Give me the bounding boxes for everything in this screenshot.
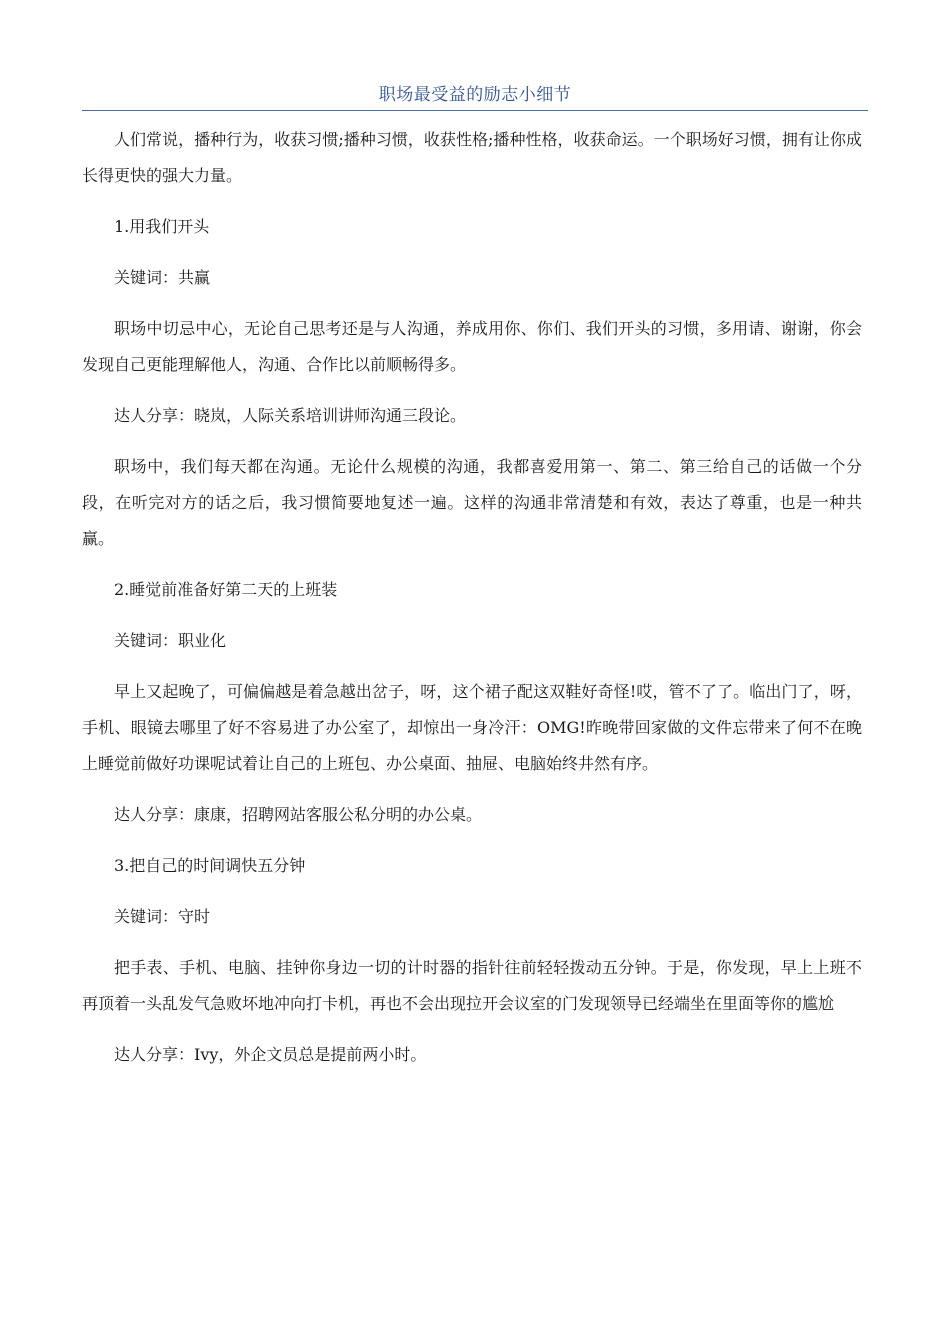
page-header [82,80,868,111]
section-heading-1: 1.用我们开头 [114,217,210,236]
section-heading-2: 2.睡觉前准备好第二天的上班装 [114,580,338,599]
body-paragraph: 职场中，我们每天都在沟通。无论什么规模的沟通，我都喜爱用第一、第二、第三给自己的话做一个分段，在听完对方的话之后，我习惯简要地复述一遍。这样的沟通非常清楚和有效，表达了尊重，也是一种共赢。 [82,457,862,548]
document-title: 职场最受益的励志小细节 [378,85,572,105]
keyword-line-3: 关键词：守时 [114,907,211,926]
body-paragraph: 职场中切忌中心，无论自己思考还是与人沟通，养成用你、你们、我们开头的习惯，多用请、谢谢，你会发现自己更能理解他人，沟通、合作比以前顺畅得多。 [82,319,862,374]
intro-paragraph: 人们常说，播种行为，收获习惯;播种习惯，收获性格;播种性格，收获命运。一个职场好习惯，拥有让你成长得更快的强大力量。 [82,130,862,185]
expert-share-2: 达人分享：康康，招聘网站客服公私分明的办公桌。 [114,805,483,824]
expert-share-1: 达人分享：晓岚，人际关系培训讲师沟通三段论。 [114,406,467,425]
body-paragraph: 把手表、手机、电脑、挂钟你身边一切的计时器的指针往前轻轻拨动五分钟。于是，你发现，早上上班不再顶着一头乱发气急败坏地冲向打卡机，再也不会出现拉开会议室的门发现领导已经端坐在里面等你的尴尬 [82,958,862,1013]
keyword-line-2: 关键词：职业化 [114,631,227,650]
expert-share-3: 达人分享：Ivy，外企文员总是提前两小时。 [114,1045,427,1064]
body-paragraph: 早上又起晚了，可偏偏越是着急越出岔子，呀，这个裙子配这双鞋好奇怪!哎，管不了了。临出门了，呀，手机、眼镜去哪里了好不容易进了办公室了，却惊出一身冷汗：OMG!昨晚带回家做的文件忘带来了何不在晚上睡觉前做好功课呢试着让自己的上班包、办公桌面、抽屉、电脑始终井然有序。 [82,682,862,773]
document-body [82,122,862,1088]
section-heading-3: 3.把自己的时间调快五分钟 [114,856,306,875]
keyword-line-1: 关键词：共赢 [114,268,211,287]
